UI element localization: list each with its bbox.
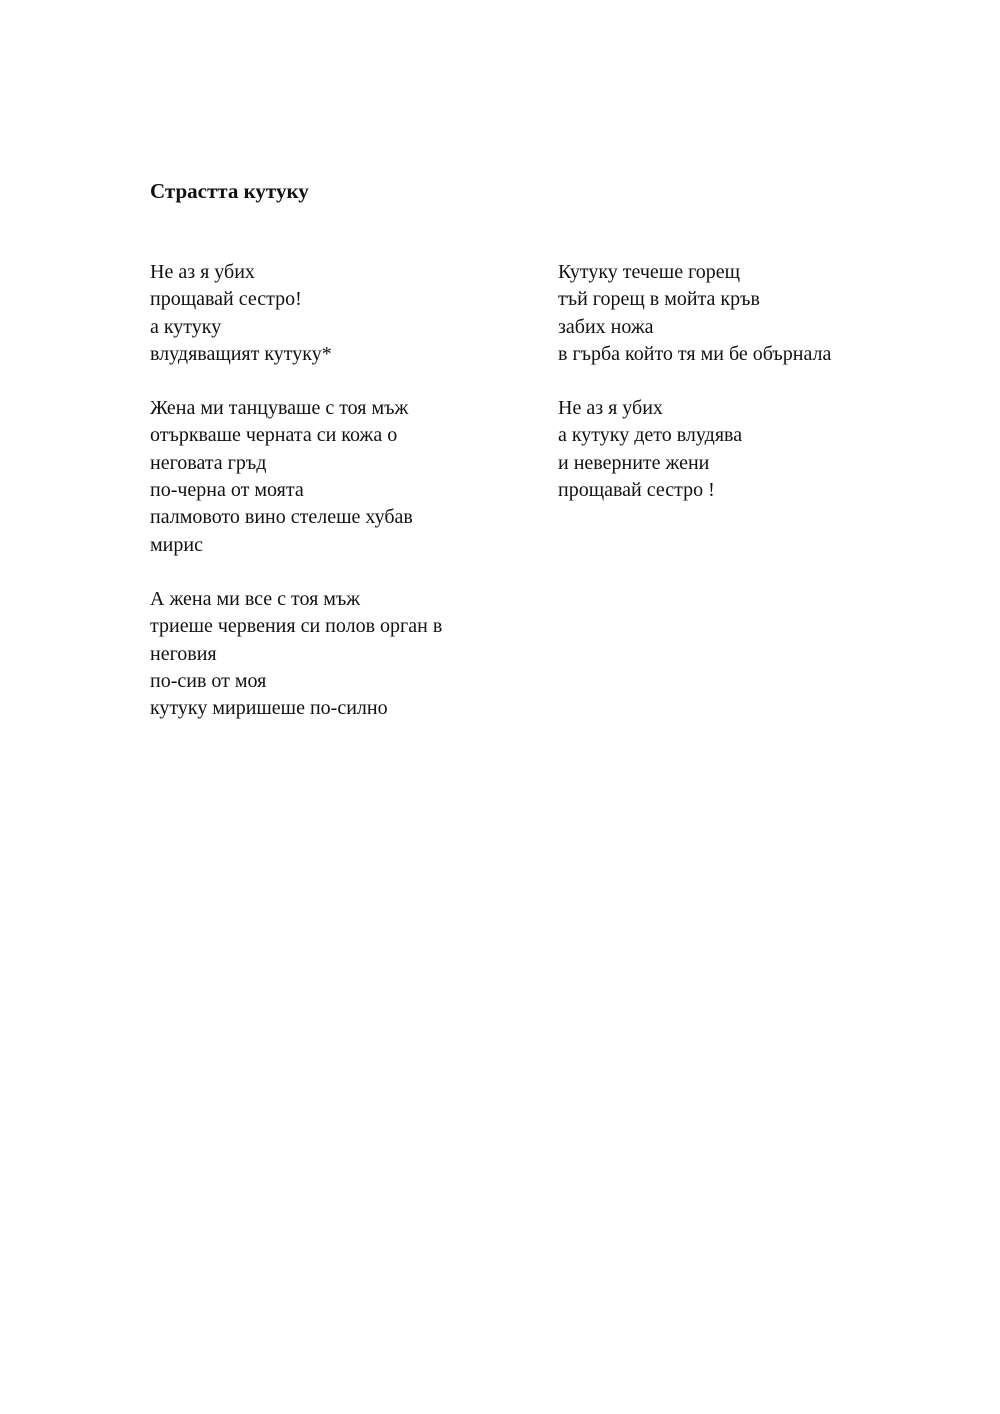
verse-line: забих ножа [558,315,654,338]
poem-title: Страстта кутуку [150,179,309,203]
verse-line: а кутуку [150,315,222,338]
verse-line: по-сив от моя [150,669,267,692]
verse-line: Не аз я убих [150,261,255,283]
verse-line: тъй горещ в мойта кръв [558,288,760,311]
verse-line: неговата гръд [150,451,267,474]
left-column [150,259,510,749]
verse-line: прощавай сестро! [150,288,302,311]
stanza [150,586,510,722]
verse-line: по-черна от моята [150,479,304,502]
stanza [558,395,888,504]
verse-line: Кутуку течеше горещ [558,261,741,283]
verse-line: неговия [150,642,217,665]
verse-line: в гърба който тя ми бе обърнала [558,342,832,365]
verse-line: прощавай сестро ! [558,479,715,502]
verse-line: кутуку миришеше по-силно [150,697,388,720]
verse-line: триеше червения си полов орган в [150,615,443,638]
verse-line: и неверните жени [558,451,710,474]
verse-line: влудяващият кутуку* [150,342,332,365]
verse-line: палмовото вино стелеше хубав [150,506,413,529]
verse-line: А жена ми все с тоя мъж [150,587,361,610]
verse-line: а кутуку дето влудява [558,424,743,447]
verse-line: мирис [150,533,203,556]
right-column [558,259,888,531]
stanza [150,395,510,559]
verse-line: Не аз я убих [558,397,663,420]
stanza [558,259,888,368]
verse-line: отъркваше черната си кожа о [150,424,398,447]
stanza [150,259,510,368]
verse-line: Жена ми танцуваше с тоя мъж [150,397,409,420]
